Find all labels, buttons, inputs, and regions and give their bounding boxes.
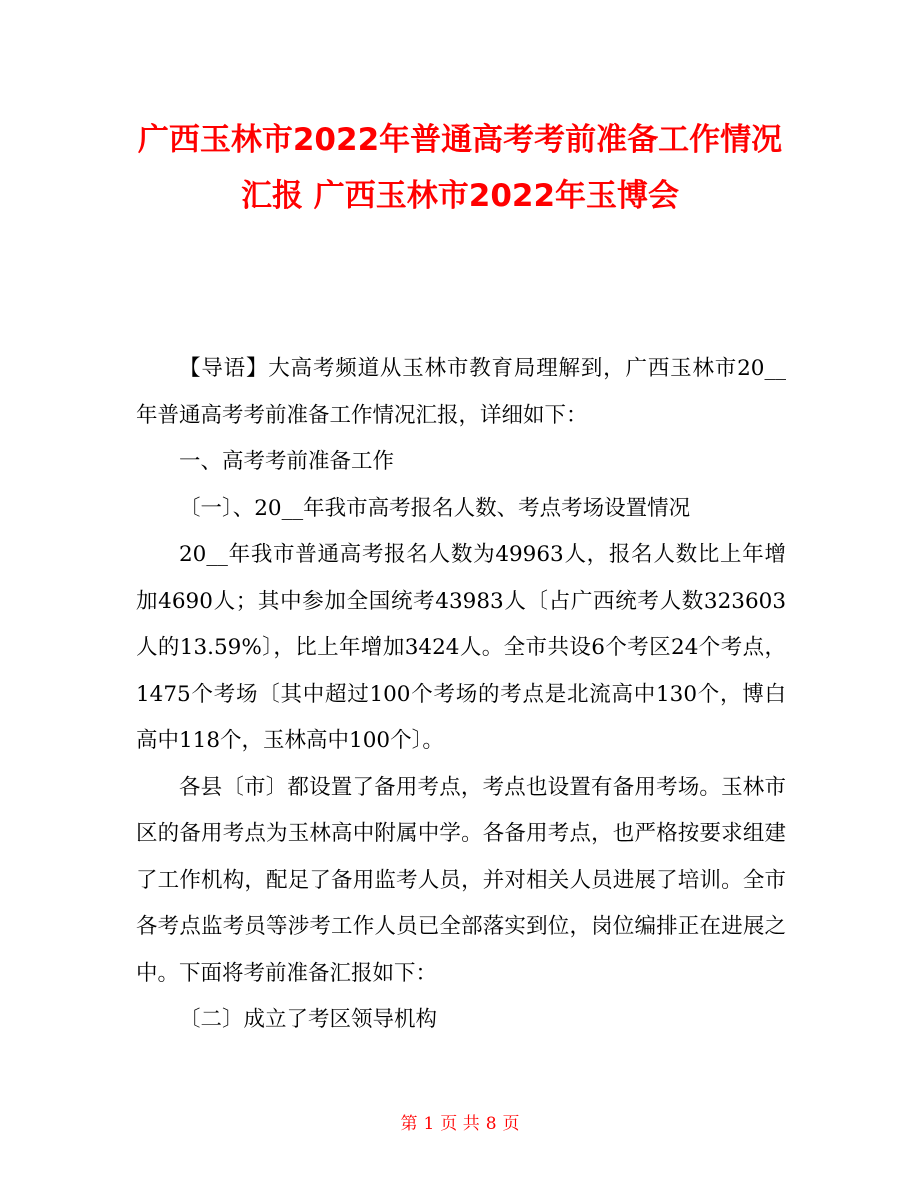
footer-label-page: 第 xyxy=(400,1114,418,1134)
subsection-heading-1: 〔一〕、20__年我市高考报名人数、考点考场设置情况 xyxy=(179,495,691,521)
footer-total-pages: 8 xyxy=(485,1114,497,1134)
page-footer xyxy=(0,1112,920,1136)
footer-label-end: 页 xyxy=(502,1114,520,1134)
footer-label-of: 页 共 xyxy=(440,1114,480,1134)
document-body xyxy=(136,346,786,1044)
paragraph-intro: 【导语】大高考频道从玉林市教育局理解到，广西玉林市20__年普通高考考前准备工作情况汇报，详细如下： xyxy=(136,356,786,428)
document-title xyxy=(120,112,800,224)
title-line-1: 广西玉林市2022年普通高考考前准备工作情况 xyxy=(137,122,783,158)
paragraph-registration: 20__年我市普通高考报名人数为49963人，报名人数比上年增加4690人；其中参加全国统考43983人〔占广西统考人数323603人的13.59%〕，比上年增加3424人。全市共设6个考区24个考点，1475个考场〔其中超过100个考场的考点是北流高中130个，博白高中118个，玉林高中100个〕。 xyxy=(136,542,786,753)
paragraph-backup-sites: 各县〔市〕都设置了备用考点，考点也设置有备用考场。玉林市区的备用考点为玉林高中附属中学。各备用考点，也严格按要求组建了工作机构，配足了备用监考人员，并对相关人员进展了培训。全市各考点监考员等涉考工作人员已全部落实到位，岗位编排正在进展之中。下面将考前准备汇报如下： xyxy=(136,774,786,986)
subsection-heading-2: 〔二〕成立了考区领导机构 xyxy=(179,1007,438,1032)
title-line-2: 汇报 广西玉林市2022年玉博会 xyxy=(240,178,680,214)
section-heading-1: 一、高考考前准备工作 xyxy=(179,449,395,474)
footer-current-page: 1 xyxy=(423,1114,435,1134)
